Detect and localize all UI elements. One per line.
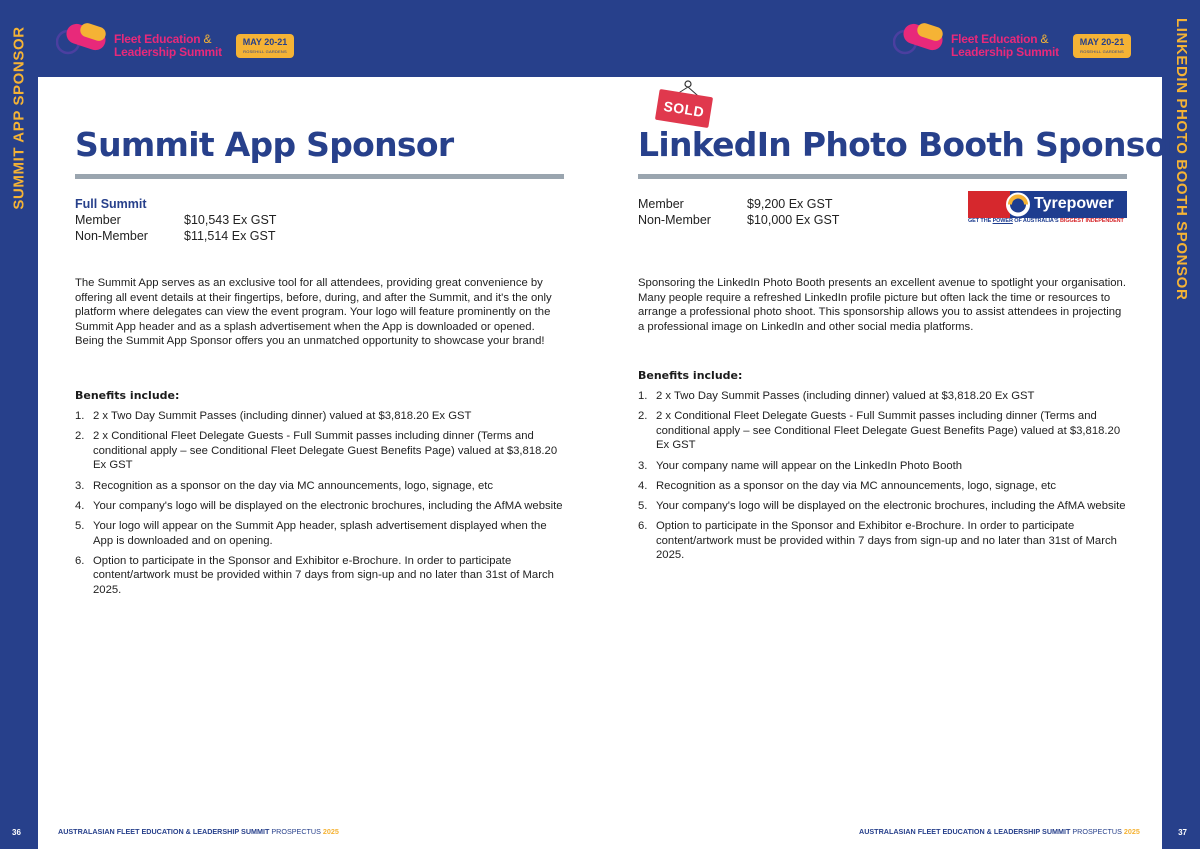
benefits-list bbox=[75, 409, 565, 603]
description: Sponsoring the LinkedIn Photo Booth presents an excellent avenue to spotlight your organisation. Many people require a refreshed LinkedIn profile picture but often lack the time or resources to arrange a professional photo shoot. This sponsorship allows you to assist attendees in projecting a professional image on LinkedIn and other social media platforms. bbox=[638, 277, 1126, 333]
event-logo-right bbox=[893, 19, 1133, 61]
logo-mark-icon bbox=[893, 23, 949, 55]
left-page-number: 36 bbox=[12, 828, 21, 837]
list-item: 4. Recognition as a sponsor on the day via MC announcements, logo, signage, etc bbox=[638, 479, 1057, 492]
price-row: Non-Member $11,514 Ex GST bbox=[75, 229, 276, 243]
list-item: 6. Option to participate in the Sponsor and Exhibitor e-Brochure. In order to participate content/artwork must be provided within 7 days from sign-up and no later than 31st of March 2025. bbox=[75, 554, 554, 596]
benefits-list bbox=[638, 389, 1128, 569]
right-side-label: LINKEDIN PHOTO BOOTH SPONSOR bbox=[1173, 18, 1190, 301]
left-sidebar bbox=[0, 0, 38, 849]
page-title: Summit App Sponsor bbox=[75, 125, 454, 164]
left-side-label: SUMMIT APP SPONSOR bbox=[10, 26, 28, 210]
list-item: 3. Your company name will appear on the LinkedIn Photo Booth bbox=[638, 459, 963, 472]
event-date-badge: MAY 20-21 ROSEHILL GARDENS bbox=[1073, 34, 1131, 58]
list-item: 3. Recognition as a sponsor on the day via MC announcements, logo, signage, etc bbox=[75, 479, 494, 492]
sponsor-tagline: GET THE POWER OF AUSTRALIA'S BIGGEST INDEPENDENT bbox=[968, 218, 1124, 224]
list-item: 5. Your company's logo will be displayed on the electronic brochures, including the AfMA website bbox=[638, 500, 1126, 513]
price-row: Member $10,543 Ex GST bbox=[75, 213, 277, 227]
sold-label: SOLD bbox=[662, 97, 706, 120]
pricing-block bbox=[75, 196, 276, 244]
sponsor-name: Tyrepower bbox=[1034, 195, 1114, 212]
price-row: Non-Member $10,000 Ex GST bbox=[638, 213, 840, 227]
list-item: 6. Option to participate in the Sponsor and Exhibitor e-Brochure. In order to participate content/artwork must be provided within 7 days from sign-up and no later than 31st of March 2025. bbox=[638, 520, 1117, 562]
list-item: 1. 2 x Two Day Summit Passes (including dinner) valued at $3,818.20 Ex GST bbox=[638, 390, 1035, 402]
event-name: Fleet Education & Leadership Summit bbox=[114, 32, 222, 59]
page-title: LinkedIn Photo Booth Sponsor bbox=[638, 125, 1183, 164]
event-logo-left bbox=[56, 19, 296, 61]
title-divider bbox=[638, 174, 1127, 179]
list-item: 2. 2 x Conditional Fleet Delegate Guests - Full Summit passes including dinner (Terms and conditional apply – see Conditional Fleet Delegate Guest Benefits Page) valued at $3,818.20 Ex GST bbox=[638, 410, 1121, 452]
benefits-heading: Benefits include: bbox=[638, 369, 743, 382]
price-row: Member $9,200 Ex GST bbox=[638, 197, 833, 211]
footer-left: AUSTRALASIAN FLEET EDUCATION & LEADERSHIP SUMMIT PROSPECTUS 2025 bbox=[58, 827, 339, 836]
title-divider bbox=[75, 174, 564, 179]
benefits-heading: Benefits include: bbox=[75, 389, 180, 402]
description: The Summit App serves as an exclusive tool for all attendees, providing great convenience by offering all event details at their fingertips, before, during, and after the Summit, and it's the only platform where delegates can view the event program. Your logo will feature prominently on the Summit App header and as a splash advertisement when the App is downloaded or opened. Being the Summit App Sponsor offers you an unmatched opportunity to showcase your brand! bbox=[75, 277, 552, 347]
right-page-number: 37 bbox=[1178, 828, 1187, 837]
list-item: 1. 2 x Two Day Summit Passes (including dinner) valued at $3,818.20 Ex GST bbox=[75, 410, 472, 422]
footer-right: AUSTRALASIAN FLEET EDUCATION & LEADERSHIP SUMMIT PROSPECTUS 2025 bbox=[859, 827, 1140, 836]
sponsor-logo bbox=[968, 191, 1127, 226]
logo-mark-icon bbox=[56, 23, 112, 55]
sold-tag bbox=[655, 80, 713, 130]
pricing-heading: Full Summit bbox=[75, 197, 147, 211]
tyrepower-swirl-icon bbox=[998, 191, 1038, 218]
list-item: 5. Your logo will appear on the Summit App header, splash advertisement displayed when the App is downloaded and on opening. bbox=[75, 520, 547, 547]
pricing-block bbox=[638, 196, 839, 228]
list-item: 2. 2 x Conditional Fleet Delegate Guests - Full Summit passes including dinner (Terms and conditional apply – see Conditional Fleet Delegate Guest Benefits Page) valued at $3,818.20 Ex GST bbox=[75, 430, 558, 472]
event-date-badge: MAY 20-21 ROSEHILL GARDENS bbox=[236, 34, 294, 58]
event-name: Fleet Education & Leadership Summit bbox=[951, 32, 1059, 59]
list-item: 4. Your company's logo will be displayed on the electronic brochures, including the AfMA website bbox=[75, 499, 563, 512]
